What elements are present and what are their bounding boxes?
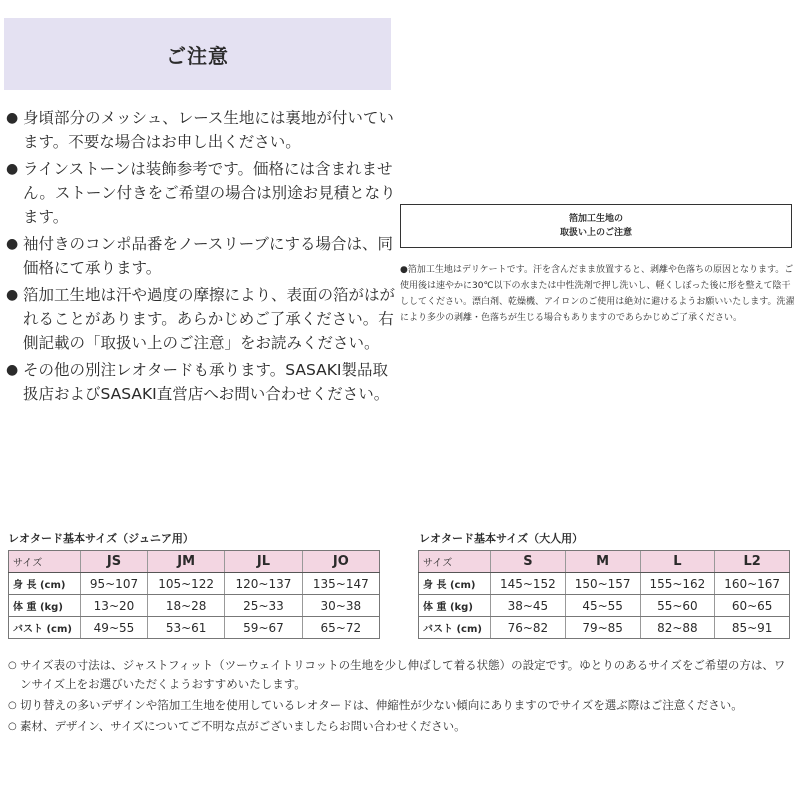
value-cell: 120~137 [225,573,302,595]
value-cell: 45~55 [565,595,640,617]
size-cell: S [491,551,566,573]
value-cell: 30~38 [302,595,379,617]
size-cell: JL [225,551,302,573]
footnote-list [8,656,796,736]
notice-item: ● その他の別注レオタードも承ります。SASAKI製品取扱店およびSASAKI直営店へお問い合わせください。 [6,358,398,406]
value-cell: 150~157 [565,573,640,595]
adult-table-title: レオタード基本サイズ（大人用） [419,532,584,545]
notice-title: ご注意 [166,43,229,68]
notice-item: ● 箔加工生地は汗や過度の摩擦により、表面の箔がはがれることがあります。あらかじめご了承ください。右側記載の「取扱い上のご注意」をお読みください。 [6,283,398,355]
bullet-icon: ● [6,287,19,303]
value-cell: 38~45 [491,595,566,617]
header-label: サイズ [419,551,491,573]
value-cell: 60~65 [715,595,790,617]
table-row [419,617,790,639]
junior-table-title: レオタード基本サイズ（ジュニア用） [8,532,194,545]
value-cell: 53~61 [147,617,224,639]
table-header-row [9,551,380,573]
bullet-icon: ● [6,236,19,252]
size-cell: L [640,551,715,573]
notice-item: ● 身頃部分のメッシュ、レース生地には裏地が付いています。不要な場合はお申し出ください。 [6,106,398,154]
value-cell: 49~55 [81,617,148,639]
bullet-icon: ● [6,161,19,177]
value-cell: 155~162 [640,573,715,595]
size-cell: L2 [715,551,790,573]
value-cell: 82~88 [640,617,715,639]
notice-header [4,18,391,90]
row-label: バスト (cm) [419,617,491,639]
value-cell: 76~82 [491,617,566,639]
value-cell: 13~20 [81,595,148,617]
care-title-box [400,204,792,248]
size-cell: JS [81,551,148,573]
table-row [9,573,380,595]
row-label: 体 重 (kg) [9,595,81,617]
adult-size-table [418,550,790,639]
value-cell: 65~72 [302,617,379,639]
circle-bullet-icon: ○ [8,660,17,671]
bullet-icon: ● [6,110,19,126]
value-cell: 85~91 [715,617,790,639]
value-cell: 105~122 [147,573,224,595]
notice-list [6,106,398,409]
footnote-item: ○ サイズ表の寸法は、ジャストフィット（ツーウェイトリコットの生地を少し伸ばして着る状態）の設定です。ゆとりのあるサイズをご希望の方は、ワンサイズ上をお選びいただくようおすすめいたします。 [8,658,786,691]
circle-bullet-icon: ○ [8,721,17,732]
size-cell: M [565,551,640,573]
value-cell: 18~28 [147,595,224,617]
value-cell: 135~147 [302,573,379,595]
footnote-item: ○ 素材、デザイン、サイズについてご不明な点がございましたらお問い合わせください。 [8,717,796,736]
value-cell: 59~67 [225,617,302,639]
table-row [419,595,790,617]
table-row [419,573,790,595]
care-title-line2: 取扱い上のご注意 [559,228,632,238]
value-cell: 79~85 [565,617,640,639]
row-label: 身 長 (cm) [9,573,81,595]
circle-bullet-icon: ○ [8,700,17,711]
table-row [9,617,380,639]
notice-item: ● ラインストーンは装飾参考です。価格には含まれません。ストーン付きをご希望の場合は別途お見積となります。 [6,157,398,229]
footnote-item: ○ 切り替えの多いデザインや箔加工生地を使用しているレオタードは、伸縮性が少ない傾向にありますのでサイズを選ぶ際はご注意ください。 [8,696,796,715]
value-cell: 25~33 [225,595,302,617]
table-header-row [419,551,790,573]
row-label: バスト (cm) [9,617,81,639]
notice-item: ● 袖付きのコンポ品番をノースリーブにする場合は、同価格にて承ります。 [6,232,398,280]
bullet-icon: ● [6,362,19,378]
table-row [9,595,380,617]
junior-size-table [8,550,380,639]
value-cell: 55~60 [640,595,715,617]
value-cell: 145~152 [491,573,566,595]
value-cell: 95~107 [81,573,148,595]
row-label: 体 重 (kg) [419,595,491,617]
size-cell: JO [302,551,379,573]
care-text: ●箔加工生地はデリケートです。汗を含んだまま放置すると、剥離や色落ちの原因となります。ご使用後は速やかに30℃以下の水または中性洗剤で押し洗いし、軽くしぼった後に形を整えて陰干ししてください。漂白剤、乾燥機、アイロンのご使用は絶対に避けるようお願いいたします。洗濯により多少の剥離・色落ちが生じる場合もありますのであらかじめご了承ください。 [400,265,795,323]
size-cell: JM [147,551,224,573]
care-title-line1: 箔加工生地の [568,214,623,224]
row-label: 身 長 (cm) [419,573,491,595]
header-label: サイズ [9,551,81,573]
value-cell: 160~167 [715,573,790,595]
